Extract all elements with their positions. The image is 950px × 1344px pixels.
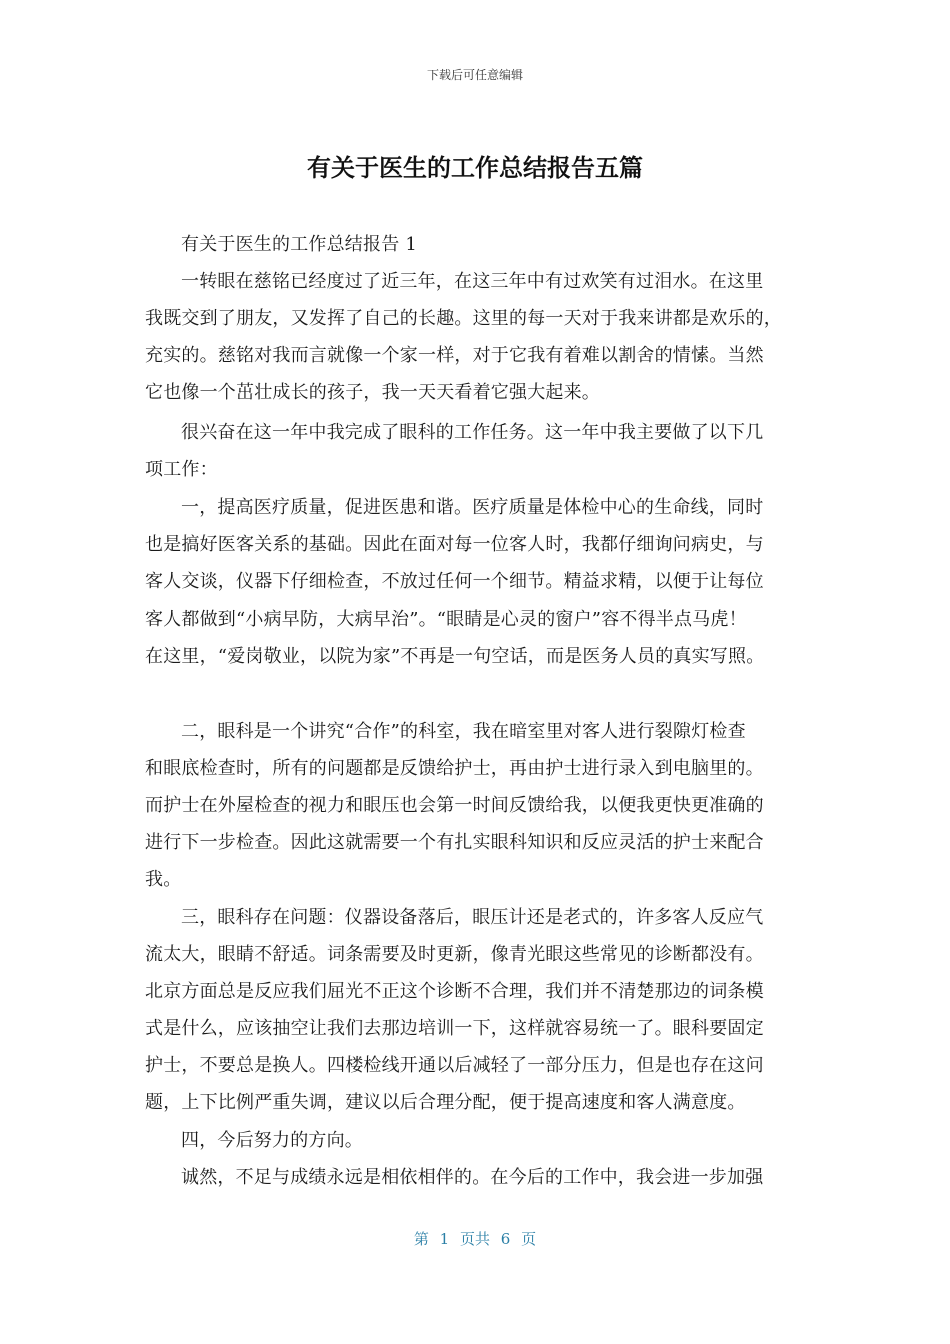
paragraph-line: 我。 [145,869,182,890]
paragraph-line: 它也像一个茁壮成长的孩子，我一天天看着它强大起来。 [145,382,600,403]
paragraph-line: 和眼底检查时，所有的问题都是反馈给护士，再由护士进行录入到电脑里的。 [145,758,764,779]
paragraph-line: 一，提高医疗质量，促进医患和谐。医疗质量是体检中心的生命线，同时 [181,497,764,518]
page-footer: 第 1 页共 6 页 [413,1230,537,1248]
paragraph-line: 三，眼科存在问题：仪器设备落后，眼压计还是老式的，许多客人反应气 [181,907,764,928]
paragraph-line: 很兴奋在这一年中我完成了眼科的工作任务。这一年中我主要做了以下几 [181,422,764,443]
paragraph-line: 客人交谈，仪器下仔细检查，不放过任何一个细节。精益求精，以便于让每位 [145,571,764,592]
paragraph-line: 我既交到了朋友，又发挥了自己的长趣。这里的每一天对于我来讲都是欢乐的， [145,308,782,329]
paragraph-line: 进行下一步检查。因此这就需要一个有扎实眼科知识和反应灵活的护士来配合 [145,832,764,853]
paragraph-line: 诚然，不足与成绩永远是相依相伴的。在今后的工作中，我会进一步加强 [181,1167,764,1188]
paragraph-line: 也是搞好医客关系的基础。因此在面对每一位客人时，我都仔细询问病史，与 [145,534,764,555]
paragraph-line: 充实的。慈铭对我而言就像一个家一样，对于它我有着难以割舍的情愫。当然 [145,345,764,366]
paragraph-line: 式是什么，应该抽空让我们去那边培训一下，这样就容易统一了。眼科要固定 [145,1018,764,1039]
paragraph-line: 一转眼在慈铭已经度过了近三年，在这三年中有过欢笑有过泪水。在这里 [181,271,764,292]
paragraph-line: 题，上下比例严重失调，建议以后合理分配，便于提高速度和客人满意度。 [145,1092,746,1113]
paragraph-line: 二，眼科是一个讲究“合作”的科室，我在暗室里对客人进行裂隙灯检查 [181,721,746,742]
paragraph-line: 项工作： [145,459,218,480]
paragraph-line: 护士，不要总是换人。四楼检线开通以后减轻了一部分压力，但是也存在这问 [145,1055,764,1076]
header-note: 下载后可任意编辑 [426,68,523,82]
paragraph-line: 流太大，眼睛不舒适。词条需要及时更新，像青光眼这些常见的诊断都没有。 [145,944,764,965]
paragraph-line: 四，今后努力的方向。 [181,1130,363,1151]
paragraph-line: 有关于医生的工作总结报告 1 [181,234,417,255]
paragraph-line: 而护士在外屋检查的视力和眼压也会第一时间反馈给我，以便我更快更准确的 [145,795,764,816]
paragraph-line: 在这里，“爱岗敬业，以院为家”不再是一句空话，而是医务人员的真实写照。 [145,646,765,667]
paragraph-line: 客人都做到“小病早防，大病早治”。“眼睛是心灵的窗户”容不得半点马虎！ [145,609,747,630]
document-title: 有关于医生的工作总结报告五篇 [307,154,643,182]
paragraph-line: 北京方面总是反应我们屈光不正这个诊断不合理，我们并不清楚那边的词条模 [145,981,764,1002]
